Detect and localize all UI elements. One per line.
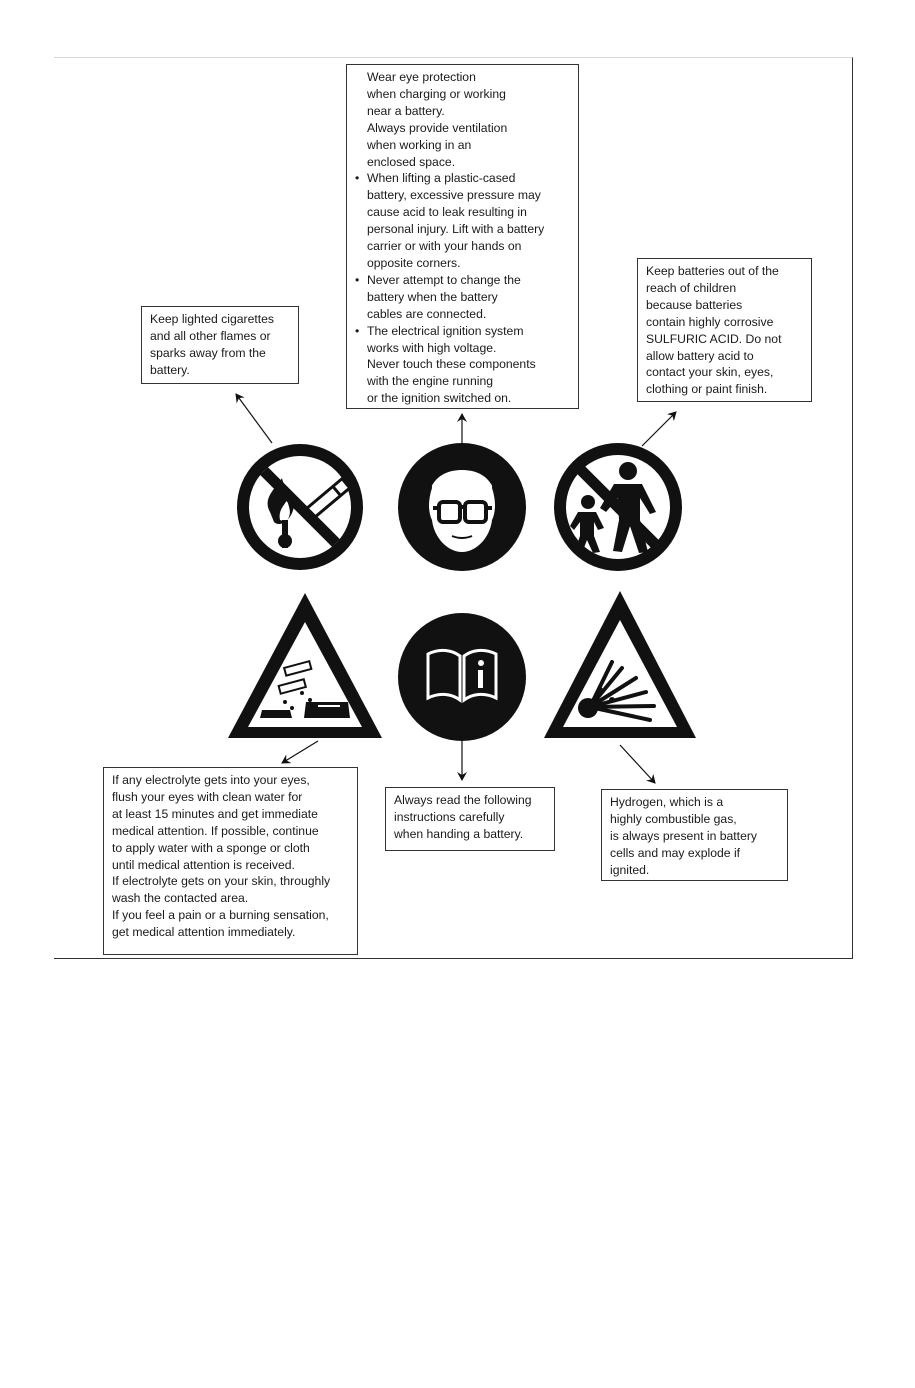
note-line: because batteries: [646, 297, 743, 312]
note-line: cause acid to leak resulting in: [367, 205, 527, 220]
bullet-item-cables: • Never attempt to change the: [355, 272, 572, 289]
corrosive-warning-icon: [228, 593, 382, 738]
no-open-flames-icon: [237, 444, 363, 570]
note-line: or the ignition switched on.: [367, 391, 512, 406]
note-line: clothing or paint finish.: [646, 382, 768, 397]
note-line: with the engine running: [367, 374, 494, 389]
note-line: Keep batteries out of the: [646, 264, 779, 278]
note-line: enclosed space.: [367, 154, 456, 169]
note-eye-protection: [346, 64, 579, 409]
note-instructions: [385, 787, 555, 851]
note-line: and all other flames or: [150, 328, 271, 343]
note-line: is always present in battery: [610, 828, 757, 843]
wear-eye-protection-icon: [398, 443, 526, 571]
arrow-flames: [236, 394, 272, 443]
note-line: medical attention. If possible, continue: [112, 823, 319, 838]
note-line: contain highly corrosive: [646, 314, 774, 329]
note-line: Hydrogen, which is a: [610, 795, 724, 809]
bullet-item-ignition: • The electrical ignition system: [355, 323, 572, 340]
note-line: highly combustible gas,: [610, 811, 737, 826]
note-line: to apply water with a sponge or cloth: [112, 840, 310, 855]
arrow-children: [642, 412, 676, 446]
note-line: battery.: [150, 362, 190, 377]
note-line: If any electrolyte gets into your eyes,: [112, 773, 310, 787]
note-line: Never touch these components: [367, 357, 536, 372]
note-line: reach of children: [646, 280, 737, 295]
note-line: battery when the battery: [367, 289, 498, 304]
note-line: SULFURIC ACID. Do not: [646, 331, 782, 346]
keep-children-away-icon: [554, 443, 682, 571]
note-line: Always provide ventilation: [367, 120, 508, 135]
note-line: until medical attention is received.: [112, 857, 295, 872]
note-line: If you feel a pain or a burning sensation,: [112, 908, 329, 923]
note-line: sparks away from the: [150, 345, 266, 360]
note-line: personal injury. Lift with a battery: [367, 222, 545, 237]
note-line: when handing a battery.: [394, 826, 524, 841]
note-line: when working in an: [367, 137, 472, 152]
note-line: wash the contacted area.: [112, 891, 249, 906]
note-line: at least 15 minutes and get immediate: [112, 806, 318, 821]
bullet-item-lifting: • When lifting a plastic-cased: [355, 170, 572, 187]
note-line: If electrolyte gets on your skin, throughly: [112, 874, 331, 889]
note-line: cables are connected.: [367, 306, 487, 321]
note-line: battery, excessive pressure may: [367, 188, 541, 203]
note-line: allow battery acid to: [646, 348, 754, 363]
note-children: [637, 258, 812, 402]
note-line: when charging or working: [367, 86, 506, 101]
arrow-electrolyte: [282, 741, 318, 763]
note-line: get medical attention immediately.: [112, 925, 296, 940]
note-flames: [141, 306, 299, 384]
note-line: opposite corners.: [367, 255, 461, 270]
note-line: near a battery.: [367, 103, 445, 118]
note-line: ignited.: [610, 862, 650, 877]
note-electrolyte: [103, 767, 358, 955]
note-line: Keep lighted cigarettes: [150, 312, 274, 326]
note-line: works with high voltage.: [367, 340, 497, 355]
read-instructions-icon: [398, 613, 526, 741]
note-line: contact your skin, eyes,: [646, 365, 774, 380]
note-line: Always read the following: [394, 793, 532, 807]
note-line: carrier or with your hands on: [367, 239, 522, 254]
note-hydrogen: [601, 789, 788, 881]
note-line: cells and may explode if: [610, 845, 741, 860]
note-line: instructions carefully: [394, 809, 505, 824]
note-line: flush your eyes with clean water for: [112, 789, 303, 804]
note-line: Wear eye protection: [367, 70, 476, 84]
explosive-warning-icon: [544, 591, 696, 738]
arrow-hydrogen: [620, 745, 655, 783]
